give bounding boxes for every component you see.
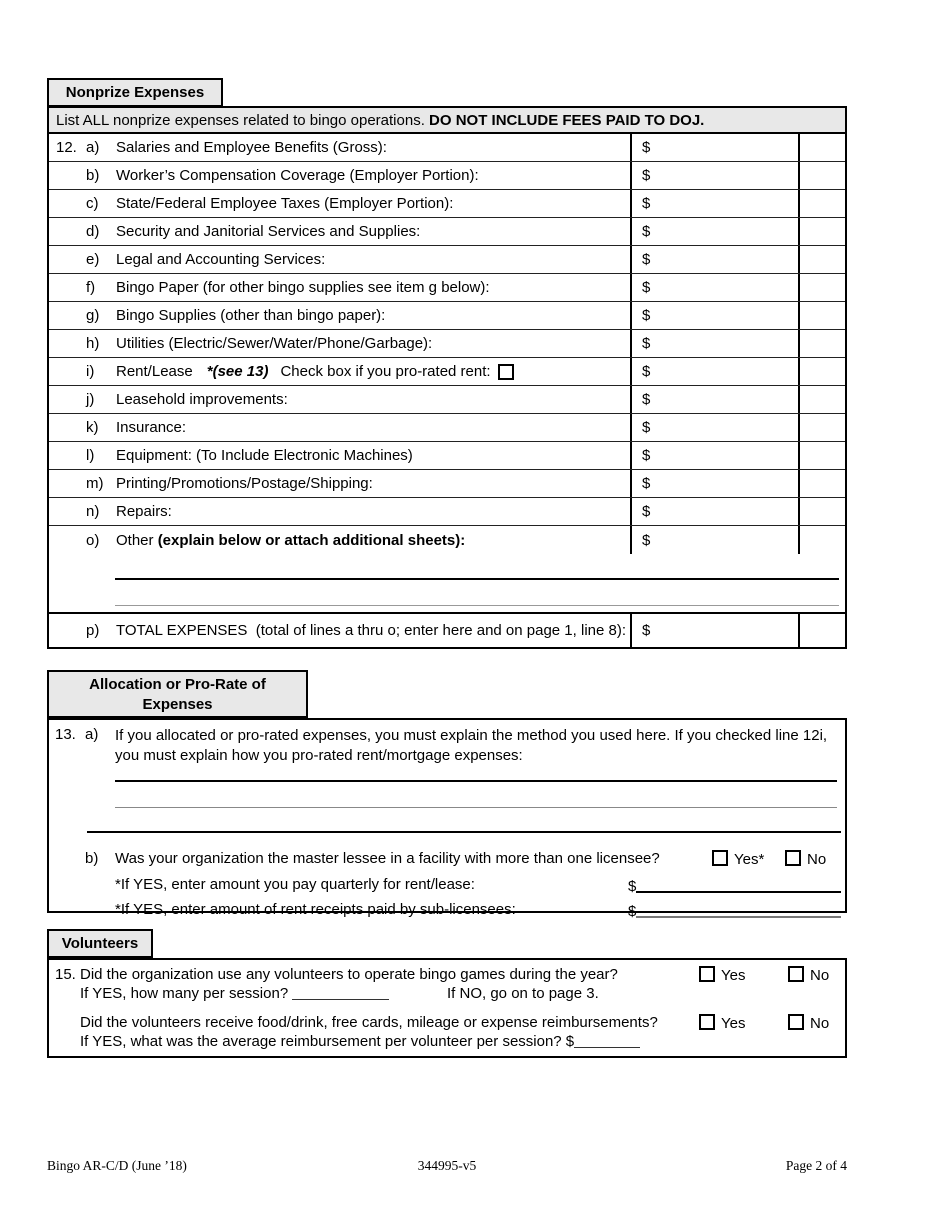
nonprize-expenses-tab: Nonprize Expenses	[47, 78, 223, 107]
extra-cell	[798, 246, 845, 273]
volunteers-question-1: Did the organization use any volunteers to operate bingo games during the year?	[80, 966, 618, 983]
extra-cell	[798, 470, 845, 497]
extra-cell	[798, 386, 845, 413]
row-letter: d)	[86, 223, 100, 240]
q2-subquestion	[80, 1033, 640, 1050]
volunteers-section	[47, 958, 847, 1058]
row-label: Equipment: (To Include Electronic Machines)	[116, 447, 413, 464]
footer-page-number: Page 2 of 4	[785, 1158, 847, 1173]
other-explain-area	[49, 554, 845, 614]
table-row	[49, 442, 845, 470]
currency-symbol: $	[642, 139, 651, 156]
table-row	[49, 218, 845, 246]
rent-receipts-label: *If YES, enter amount of rent receipts paid by sub-licensees:	[115, 901, 516, 918]
q1-yes-option	[699, 966, 745, 984]
if-no-instruction: If NO, go on to page 3.	[447, 985, 599, 1002]
row-label: Bingo Supplies (other than bingo paper):	[116, 307, 386, 324]
item-number	[49, 614, 86, 647]
row-label: Legal and Accounting Services:	[116, 251, 326, 268]
table-row	[49, 134, 845, 162]
row-letter: m)	[86, 475, 104, 492]
currency-symbol: $	[628, 903, 637, 920]
row-label: Security and Janitorial Services and Supplies:	[116, 223, 421, 240]
table-row	[49, 246, 845, 274]
footer-doc-number: 344995-v5	[417, 1158, 477, 1173]
item-number	[49, 190, 86, 217]
amount-field[interactable]	[630, 302, 798, 329]
amount-field[interactable]	[630, 414, 798, 441]
row-label: State/Federal Employee Taxes (Employer Portion):	[116, 195, 454, 212]
row-letter: e)	[86, 251, 100, 268]
currency-symbol: $	[642, 475, 651, 492]
table-row	[49, 302, 845, 330]
q2-no-option	[788, 1014, 829, 1032]
amount-field[interactable]	[630, 218, 798, 245]
table-row	[49, 274, 845, 302]
currency-symbol: $	[642, 622, 651, 639]
master-lessee-question: Was your organization the master lessee in a facility with more than one licensee?	[115, 850, 660, 867]
extra-cell	[798, 274, 845, 301]
row-letter: f)	[86, 279, 96, 296]
row-label	[116, 526, 630, 554]
currency-symbol: $	[642, 251, 651, 268]
q2-yes-checkbox[interactable]	[699, 1014, 715, 1030]
extra-cell	[798, 526, 845, 554]
currency-symbol: $	[642, 419, 651, 436]
item-number	[49, 414, 86, 441]
total-amount-field[interactable]	[630, 614, 798, 647]
no-label: No	[810, 1015, 830, 1032]
quarterly-rent-blank[interactable]	[636, 876, 841, 893]
currency-symbol: $	[642, 391, 651, 408]
other-explain-line-1[interactable]	[115, 578, 839, 580]
table-row	[49, 498, 845, 526]
extra-cell	[798, 614, 845, 647]
item-13b-letter: b)	[85, 850, 99, 867]
amount-field[interactable]	[630, 386, 798, 413]
footer-form-id: Bingo AR-C/D (June ’18)	[47, 1158, 187, 1173]
rent-receipts-field	[628, 901, 841, 920]
currency-symbol: $	[642, 307, 651, 324]
volunteers-question-2: Did the volunteers receive food/drink, free cards, mileage or expense reimbursements?	[80, 1014, 658, 1031]
currency-symbol: $	[642, 223, 651, 240]
table-row	[49, 162, 845, 190]
extra-cell	[798, 414, 845, 441]
q1-yes-checkbox[interactable]	[699, 966, 715, 982]
row-letter: l)	[86, 447, 95, 464]
item-number	[49, 302, 86, 329]
master-lessee-yes-checkbox[interactable]	[712, 850, 728, 866]
row-letter: j)	[86, 391, 95, 408]
quarterly-rent-label: *If YES, enter amount you pay quarterly for rent/lease:	[115, 876, 475, 893]
row-label: Utilities (Electric/Sewer/Water/Phone/Garbage):	[116, 335, 433, 352]
row-letter: o)	[86, 531, 100, 549]
item-15-number: 15.	[55, 966, 76, 983]
see-13-note: *(see 13)	[206, 363, 269, 380]
instruction-bold-text: DO NOT INCLUDE FEES PAID TO DOJ.	[429, 111, 705, 129]
item-number	[49, 442, 86, 469]
currency-symbol: $	[642, 195, 651, 212]
q1-subquestion	[80, 985, 389, 1002]
master-lessee-no-option	[785, 850, 826, 868]
table-row	[49, 190, 845, 218]
row-label: Salaries and Employee Benefits (Gross):	[116, 139, 387, 156]
table-row	[49, 386, 845, 414]
nonprize-instruction	[49, 108, 845, 134]
item-number	[49, 274, 86, 301]
no-label: No	[807, 851, 827, 868]
extra-cell	[798, 162, 845, 189]
item-number	[49, 498, 86, 525]
item-13a-letter: a)	[85, 726, 99, 743]
item-number	[49, 526, 86, 554]
table-row-other	[49, 526, 845, 554]
row-label: Rent/Lease *(see 13) Check box if you pro-rated rent:	[116, 358, 630, 385]
row-letter: b)	[86, 167, 100, 184]
row-label: Repairs:	[116, 503, 172, 520]
currency-symbol: $	[642, 531, 651, 549]
extra-cell	[798, 498, 845, 525]
explain-method-line-2[interactable]	[115, 807, 837, 808]
extra-cell	[798, 330, 845, 357]
currency-symbol: $	[642, 503, 651, 520]
avg-reimbursement-label: If YES, what was the average reimbursement per volunteer per session? $	[80, 1033, 575, 1050]
row-letter: i)	[86, 363, 95, 380]
volunteers-tab: Volunteers	[47, 929, 153, 958]
pro-rate-check-label: Check box if you pro-rated rent:	[280, 363, 491, 380]
nonprize-expenses-table	[47, 106, 847, 649]
amount-field[interactable]	[630, 498, 798, 525]
q2-no-checkbox[interactable]	[788, 1014, 804, 1030]
row-letter: h)	[86, 335, 100, 352]
no-label: No	[810, 967, 830, 984]
row-label: Leasehold improvements:	[116, 391, 288, 408]
how-many-label: If YES, how many per session?	[80, 985, 293, 1002]
other-explain-line-2[interactable]	[115, 605, 839, 606]
per-session-blank[interactable]	[292, 985, 389, 1000]
amount-field[interactable]	[630, 134, 798, 161]
row-label: Worker’s Compensation Coverage (Employer Portion):	[116, 167, 479, 184]
extra-cell	[798, 358, 845, 385]
currency-symbol: $	[642, 447, 651, 464]
q1-no-checkbox[interactable]	[788, 966, 804, 982]
allocation-tab-line2: Expenses	[142, 695, 213, 713]
row-letter: a)	[86, 139, 100, 156]
item-number	[49, 246, 86, 273]
explain-method-line-3[interactable]	[87, 831, 841, 833]
total-expenses-label: TOTAL EXPENSES (total of lines a thru o; enter here and on page 1, line 8):	[116, 622, 627, 639]
amount-field[interactable]	[630, 190, 798, 217]
table-row-total	[49, 614, 845, 647]
amount-field[interactable]	[630, 358, 798, 385]
currency-symbol: $	[642, 363, 651, 380]
allocation-section	[47, 718, 847, 920]
row-letter: k)	[86, 419, 99, 436]
amount-field[interactable]	[630, 330, 798, 357]
currency-symbol: $	[642, 167, 651, 184]
row-letter: g)	[86, 307, 100, 324]
pro-rated-rent-checkbox[interactable]	[498, 364, 514, 380]
master-lessee-yes-option	[712, 850, 764, 868]
amount-field[interactable]	[630, 274, 798, 301]
extra-cell	[798, 134, 845, 161]
row-label: Printing/Promotions/Postage/Shipping:	[116, 475, 373, 492]
expense-rows	[49, 134, 845, 526]
item-number	[49, 162, 86, 189]
amount-field[interactable]	[630, 162, 798, 189]
table-row	[49, 414, 845, 442]
yes-label: Yes*	[734, 851, 765, 868]
master-lessee-no-checkbox[interactable]	[785, 850, 801, 866]
currency-symbol: $	[642, 279, 651, 296]
q2-yes-option	[699, 1014, 745, 1032]
instruction-text: List ALL nonprize expenses related to bingo operations.	[56, 111, 430, 129]
reimbursement-blank[interactable]	[574, 1033, 640, 1048]
currency-symbol: $	[642, 335, 651, 352]
row-label: Insurance:	[116, 419, 187, 436]
other-label: Other	[116, 531, 158, 549]
q1-no-option	[788, 966, 829, 984]
quarterly-rent-field	[628, 876, 841, 895]
extra-cell	[798, 442, 845, 469]
table-row	[49, 358, 845, 386]
page-footer	[47, 1158, 847, 1174]
item-13a-text: If you allocated or pro-rated expenses, you must explain the method you used here. If you checked line 12i, you must explain how you pro-rated rent/mortgage expenses:	[115, 727, 828, 764]
extra-cell	[798, 218, 845, 245]
table-row	[49, 330, 845, 358]
rent-receipts-blank[interactable]	[636, 901, 841, 918]
item-number: 12.	[56, 139, 77, 156]
item-number	[49, 330, 86, 357]
amount-field[interactable]	[630, 246, 798, 273]
amount-field[interactable]	[630, 442, 798, 469]
amount-field[interactable]	[630, 470, 798, 497]
yes-label: Yes	[721, 1015, 746, 1032]
other-label-bold: (explain below or attach additional sheets):	[157, 531, 466, 549]
yes-label: Yes	[721, 967, 746, 984]
extra-cell	[798, 190, 845, 217]
allocation-tab-line1: Allocation or Pro-Rate of	[89, 675, 266, 693]
item-number	[49, 218, 86, 245]
row-letter: c)	[86, 195, 99, 212]
item-number	[49, 386, 86, 413]
row-letter: p)	[86, 622, 100, 639]
item-13-number: 13.	[55, 726, 76, 743]
row-label: Bingo Paper (for other bingo supplies see item g below):	[116, 279, 490, 296]
item-number	[49, 358, 86, 385]
table-row	[49, 470, 845, 498]
item-number	[49, 470, 86, 497]
currency-symbol: $	[628, 878, 637, 895]
allocation-tab	[47, 670, 308, 718]
row-letter: n)	[86, 503, 100, 520]
extra-cell	[798, 302, 845, 329]
amount-field[interactable]	[630, 526, 798, 554]
explain-method-line-1[interactable]	[115, 780, 837, 782]
